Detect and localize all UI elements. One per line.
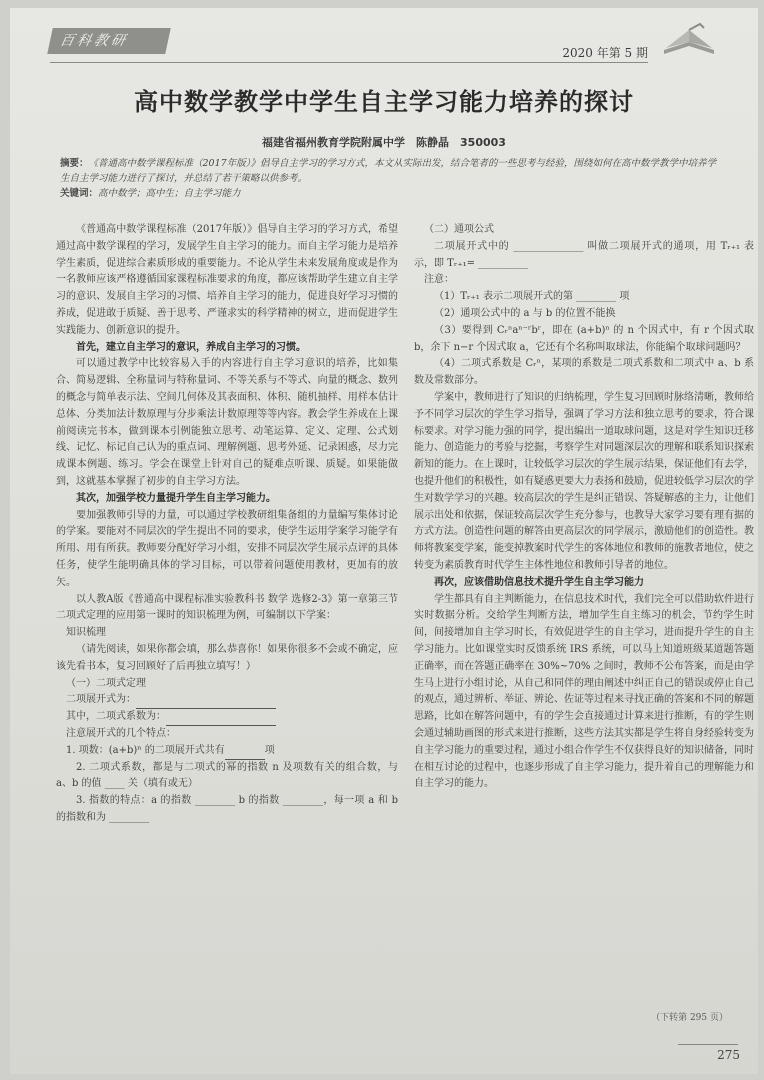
- issue-label: 2020 年第 5 期: [562, 46, 648, 60]
- header-rule: [50, 62, 648, 63]
- right-column: [414, 222, 754, 793]
- paragraph: 学生都具有自主判断能力，在信息技术时代，我们完全可以借助软件进行实时数据分析。交给学生判断方法，增加学生自主练习的机会，节约学生时间，间接增加自主学习时长，有效促进学生的自主学习，进而提升学生的自主学习能力。比如课堂实时反馈系统 IRS 系统，可以马上知道班级某道题答题正确率，而在答题正确率在 30%~70% 之间时，教师不公布答案，而是由学生马上进行小组讨论，从自己和同伴的理由阐述中纠正自己的错误或停止自己的观点，通过辨析、举证、辨论、佐证等过程来寻找正确的答案和不同的解题思路，比如在解答问题中，有的学生会直接通过计算来进行推断，有的学生则会通过辅助画图的形式来进行推断，这些方法其实都是学生将自身经验转变为自主学习能力的重要过程，通过小组合作学生不仅获得良好的知识储备，同时在相互讨论的过程中，也逐步形成了自主学习能力，提升着自己的理解能力和自主学习的能力。: [414, 593, 754, 790]
- article-title: 高中数学教学中学生自主学习能力培养的探讨: [134, 88, 634, 116]
- book-icon: [660, 22, 718, 58]
- author-line: 福建省福州教育学院附属中学 陈静晶 350003: [262, 136, 506, 149]
- subheading: （二）通项公式: [424, 224, 494, 235]
- answer-blank[interactable]: [136, 696, 276, 709]
- subheading: 知识梳理: [66, 627, 106, 639]
- paragraph: 《普通高中数学课程标准（2017年版）》倡导自主学习的学习方式，希望通过高中数学课程的学习，发展学生自主学习的能力。而自主学习能力是培养学生素质，促进综合素质形成的重要能力。不论从学生未来发展角度或是作为一名教师应该严格遵循国家课程标准要求的角度，都应该帮助学生建立自主学习的意识、发展自主学习的习惯、培养自主学习的能力，促进良好学习习惯的养成，促进敢于质疑、善于思考、严谨求实的科学精神的树立，进而促进学生实践能力、创新意识的提升。: [56, 224, 398, 336]
- keywords-text: 高中数学；高中生；自主学习能力: [98, 188, 241, 199]
- fill-in-prompt: 二项展开式为：: [66, 694, 136, 706]
- fill-in-line: [56, 709, 398, 726]
- paragraph: 以人教A版《普通高中课程标准实验教科书 数学 选修2-3》第一章第三节二项式定理的应用第一课时的知识梳理为例，可编制以下学案：: [56, 593, 398, 622]
- continued-note: （下转第 295 页）: [651, 1013, 728, 1023]
- subheading: 注意展开式的几个特点：: [66, 727, 176, 739]
- journal-page: [10, 8, 758, 1074]
- fill-in-line: [56, 743, 398, 760]
- paragraph: 3. 指数的特点：a 的指数 ________ b 的指数 ________，每一项 a 和 b 的指数和为 ________: [56, 795, 398, 823]
- footer-rule: [678, 1044, 738, 1045]
- paragraph: 2. 二项式系数，都是与二项式的幂的指数 n 及项数有关的组合数，与 a、b 的值 ____ 关（填有或无）: [56, 761, 398, 790]
- paragraph: （4）二项式系数是 Cᵣⁿ，某项的系数是二项式系数和二项式中 a、b 系数及常数部分。: [414, 358, 754, 387]
- section-heading: 其次，加强学校力量提升学生自主学习能力。: [76, 492, 276, 504]
- fill-in-prompt: 其中，二项式系数为：: [66, 711, 166, 723]
- paragraph: 学案中，教师进行了知识的归纳梳理，学生复习回顾时脉络清晰，教师给予不同学习层次的学生学习指导，强调了学习方法和独立思考的要求，符合课标要求。对学习能力强的同学，提出编出一道取球问题，这是对学生知识迁移能力、创造能力的考验与挖掘，考察学生对同题深层次的理解和联系知识探索新知的能力。在上课时，让较低学习层次的学生展示结果，保证他们有去学，也提升他们的积极性，如有疑惑更要大力表扬和鼓励，促进较低学习层次的学生对数学学习的兴趣。较高层次的学生是纠正错误、答疑解惑的主力，让他们展示出处和依据，保证较高层次学生充分参与，也教导大家学习要有理有据的方式方法。创造性问题的解答由更高层次的同学展示，激励他们的创造性。教师将教案变学案，能变掉教案时代学生的客体地位和教师的施教者地位，使之转变为素质教育时代学生主体性地位和教师引导者的地位。: [414, 391, 754, 571]
- fill-in-suffix: 项: [264, 744, 275, 756]
- abstract-label: 摘要：: [60, 158, 89, 169]
- paragraph: （请先阅读，如果你都会填，那么恭喜你！如果你很多不会或不确定，应该先看书本，复习回顾好了后再独立填写！）: [56, 643, 398, 672]
- fill-in-line: [56, 692, 398, 709]
- section-heading: 首先，建立自主学习的意识，养成自主学习的习惯。: [76, 341, 306, 353]
- abstract-text: 《普通高中数学课程标准（2017年版）》倡导自主学习的学习方式，本文从实际出发，结合笔者的一些思考与经验，围绕如何在高中数学教学中培养学生自主学习能力进行了探讨，并总结了若干策略以供参考。: [60, 158, 716, 184]
- paragraph: 要加强教师引导的力量，可以通过学校教研组集备组的力量编写集体讨论的学案。要能对不同层次的学生提出不同的要求，使学生运用学案学习能学有所用、用有所获。教师要分配好学习小组，安排不同层次学生展示点评的具体任务，使学生能明确具体的学习目标，可以带着问题使用教材，更加有的放矢。: [56, 509, 398, 588]
- paragraph: 可以通过教学中比较容易入手的内容进行自主学习意识的培养，比如集合、简易逻辑、全称量词与特称量词、不等关系与不等式、向量的概念、数列的概念与简单表示法、空间几何体及其表面积、体积、随机抽样、用样本估计总体、分类加法计数原理与分步乘法计数原理等等内容。教会学生养成在上课前阅读完书本，做到课本引例能独立思考、动笔运算、定义、定理、公式划线、记忆、标记自己认为的重点词、理解例题、思考外延、记录困惑，尽力完成课本例题、练习。学会在课堂上针对自己的疑难点听课、质疑。如果能做到，这就基本掌握了初步的自主学习方法。: [56, 358, 398, 487]
- fill-in-prompt: 1. 项数：(a+b)ⁿ 的二项展开式共有: [66, 744, 225, 756]
- page-number: 275: [717, 1048, 740, 1062]
- subheading: （一）二项式定理: [66, 677, 146, 689]
- column-label: 百科教研: [47, 28, 171, 54]
- answer-blank[interactable]: [166, 713, 276, 726]
- section-heading: 再次，应该借助信息技术提升学生自主学习能力: [434, 576, 644, 588]
- paragraph: （1）Tᵣ₊₁ 表示二项展开式的第 ________ 项: [434, 291, 630, 303]
- paragraph: （3）要得到 Cᵣⁿaⁿ⁻ʳbʳ，即在 (a+b)ⁿ 的 n 个因式中，有 r 个因式取 b，余下 n−r 个因式取 a，它还有个名称叫取球法，你能编个取球问题吗？: [414, 324, 754, 353]
- paragraph: （2）通项公式中的 a 与 b 的位置不能换: [434, 307, 616, 319]
- left-column: [56, 222, 398, 827]
- abstract-block: [60, 156, 720, 201]
- paragraph: 二项展开式中的 ______________ 叫做二项展开式的通项，用 Tᵣ₊₁ 表示，即 Tᵣ₊₁= __________: [414, 240, 754, 269]
- answer-blank[interactable]: [225, 747, 265, 760]
- keywords-label: 关键词：: [60, 188, 99, 199]
- subheading: 注意：: [424, 274, 454, 286]
